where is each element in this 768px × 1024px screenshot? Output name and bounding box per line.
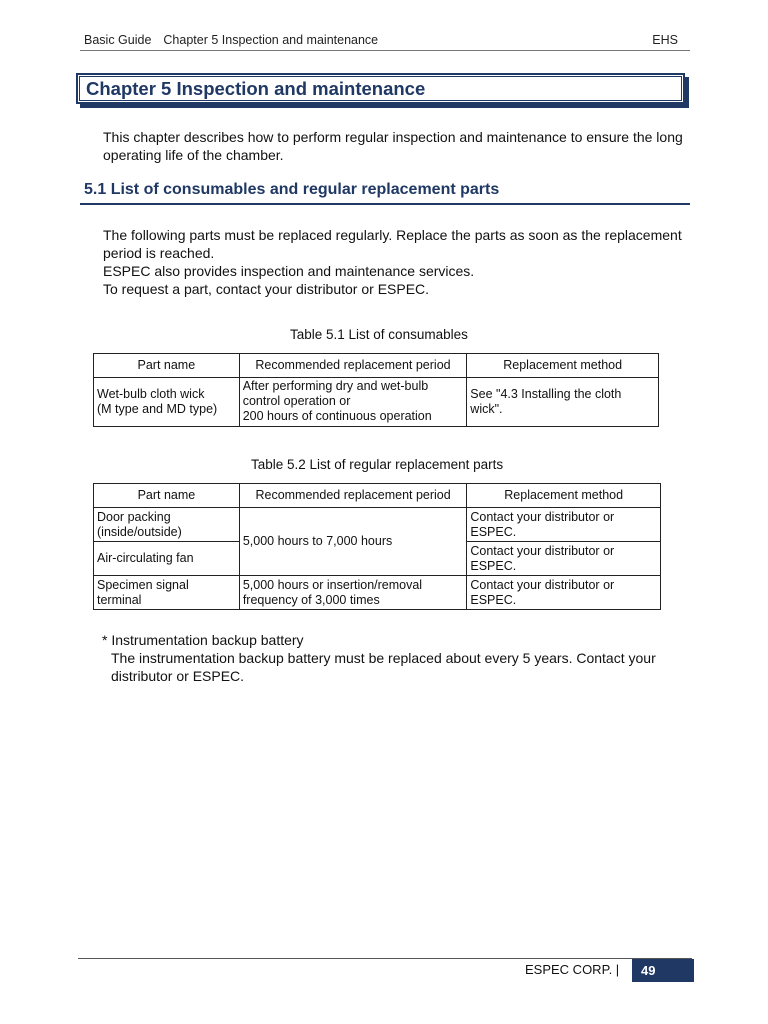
column-header: Replacement method xyxy=(467,484,661,508)
note-body: The instrumentation backup battery must be replaced about every 5 years. Contact your distributor or ESPEC. xyxy=(111,650,656,684)
table-row xyxy=(94,508,661,542)
note-title: * Instrumentation backup battery xyxy=(102,632,304,648)
table1-caption: Table 5.1 List of consumables xyxy=(290,327,468,342)
method-cell: Contact your distributor or ESPEC. xyxy=(467,508,661,542)
header-divider xyxy=(80,50,690,51)
consumables-table xyxy=(93,353,659,427)
part-name-cell: Wet-bulb cloth wick (M type and MD type) xyxy=(94,378,240,427)
column-header: Replacement method xyxy=(467,354,659,378)
intro-paragraph: This chapter describes how to perform regular inspection and maintenance to ensure the long operating life of the chamber. xyxy=(103,129,683,163)
column-header: Recommended replacement period xyxy=(239,484,467,508)
header-model: EHS xyxy=(652,33,678,47)
page-number-box xyxy=(632,959,694,982)
section-paragraph: To request a part, contact your distributor or ESPEC. xyxy=(103,281,430,297)
chapter-title: Chapter 5 Inspection and maintenance xyxy=(86,78,426,99)
method-cell: Contact your distributor or ESPEC. xyxy=(467,542,661,576)
column-header: Recommended replacement period xyxy=(239,354,467,378)
section-paragraph: ESPEC also provides inspection and maintenance services. xyxy=(103,263,475,279)
column-header: Part name xyxy=(94,484,240,508)
table-row xyxy=(94,378,659,427)
replacement-parts-table xyxy=(93,483,661,610)
chapter-title-box xyxy=(76,73,685,104)
header-guide: Basic Guide xyxy=(84,33,152,47)
table-header-row xyxy=(94,484,661,508)
period-cell: After performing dry and wet-bulb control operation or 200 hours of continuous operation xyxy=(239,378,467,427)
table2-caption: Table 5.2 List of regular replacement parts xyxy=(251,457,504,472)
footer-company: ESPEC CORP. | xyxy=(525,962,620,977)
column-header: Part name xyxy=(94,354,240,378)
section-body xyxy=(103,226,683,298)
method-cell: Contact your distributor or ESPEC. xyxy=(467,576,661,610)
period-cell: 5,000 hours or insertion/removal frequency of 3,000 times xyxy=(239,576,467,610)
part-name-cell: Specimen signal terminal xyxy=(94,576,240,610)
part-name-cell: Door packing (inside/outside) xyxy=(94,508,240,542)
header-chapter: Chapter 5 Inspection and maintenance xyxy=(163,33,379,47)
part-name-cell: Air-circulating fan xyxy=(94,542,240,576)
section-paragraph: The following parts must be replaced regularly. Replace the parts as soon as the replacement period is reached. xyxy=(103,227,682,261)
section-heading: 5.1 List of consumables and regular replacement parts xyxy=(84,181,500,198)
page-number: 49 xyxy=(641,963,656,978)
method-cell: See "4.3 Installing the cloth wick". xyxy=(467,378,659,427)
table-header-row xyxy=(94,354,659,378)
section-divider xyxy=(80,203,690,205)
footer-divider xyxy=(78,958,692,959)
table-row xyxy=(94,576,661,610)
period-cell: 5,000 hours to 7,000 hours xyxy=(239,508,467,576)
